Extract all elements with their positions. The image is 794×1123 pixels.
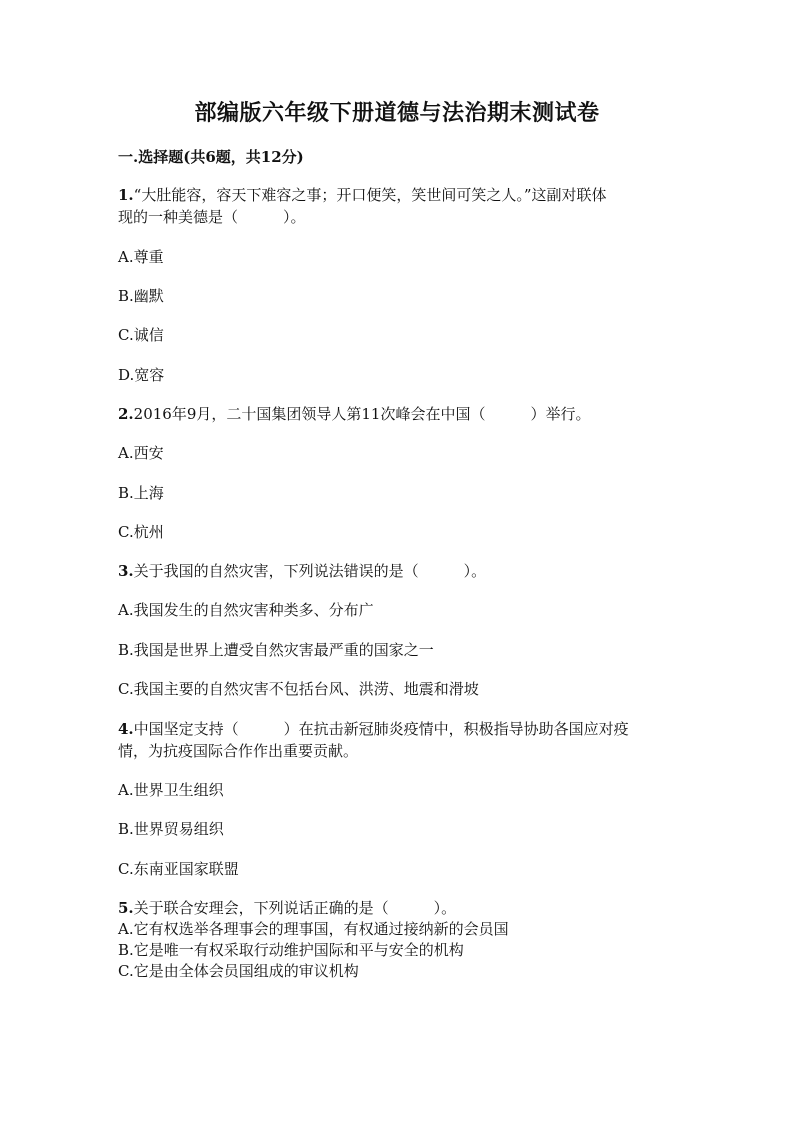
question-4-option-c: C.东南亚国家联盟 — [118, 860, 239, 878]
question-5-text: 关于联合安理会，下列说话正确的是（ ）。 — [133, 899, 457, 917]
question-3-text: 关于我国的自然灾害，下列说法错误的是（ ）。 — [133, 562, 487, 580]
question-3-option-c: C.我国主要的自然灾害不包括台风、洪涝、地震和滑坡 — [118, 680, 479, 698]
question-2-text: 2016年9月，二十国集团领导人第11次峰会在中国（ ）举行。 — [133, 405, 591, 423]
question-3-option-b: B.我国是世界上遭受自然灾害最严重的国家之一 — [118, 641, 434, 659]
question-2-number: 2. — [118, 405, 134, 423]
question-5-line-1 — [118, 897, 456, 919]
question-1-option-c: C.诚信 — [118, 326, 164, 344]
question-3-line-1 — [118, 560, 486, 582]
question-1-line-2: 现的一种美德是（ ）。 — [118, 208, 306, 226]
question-1-number: 1. — [118, 186, 134, 204]
question-4-line-2: 情，为抗疫国际合作作出重要贡献。 — [118, 742, 359, 760]
question-5-option-b: B.它是唯一有权采取行动维护国际和平与安全的机构 — [118, 941, 464, 959]
question-2-option-c: C.杭州 — [118, 523, 164, 541]
question-4-text: 中国坚定支持（ ）在抗击新冠肺炎疫情中，积极指导协助各国应对疫 — [133, 720, 629, 738]
question-2-option-b: B.上海 — [118, 484, 164, 502]
question-3-number: 3. — [118, 562, 134, 580]
question-5-number: 5. — [118, 899, 134, 917]
question-1-option-b: B.幽默 — [118, 287, 164, 305]
question-4-number: 4. — [118, 720, 134, 738]
question-1-text: “大肚能容，容天下难容之事；开口便笑，笑世间可笑之人。”这副对联体 — [133, 186, 607, 204]
page-title: 部编版六年级下册道德与法治期末测试卷 — [194, 100, 600, 126]
question-1-option-d: D.宽容 — [118, 366, 165, 384]
section-heading: 一.选择题(共6题，共12分) — [118, 148, 304, 166]
question-2-line-1 — [118, 403, 590, 425]
question-5-option-c: C.它是由全体会员国组成的审议机构 — [118, 962, 359, 980]
question-1-line-1 — [118, 184, 607, 206]
question-3-option-a: A.我国发生的自然灾害种类多、分布广 — [118, 601, 374, 619]
question-4-line-1 — [118, 718, 629, 740]
question-2-option-a: A.西安 — [118, 444, 164, 462]
question-4-option-a: A.世界卫生组织 — [118, 781, 224, 799]
question-5-option-a: A.它有权选举各理事会的理事国，有权通过接纳新的会员国 — [118, 920, 509, 938]
question-1-option-a: A.尊重 — [118, 248, 164, 266]
question-4-option-b: B.世界贸易组织 — [118, 820, 224, 838]
